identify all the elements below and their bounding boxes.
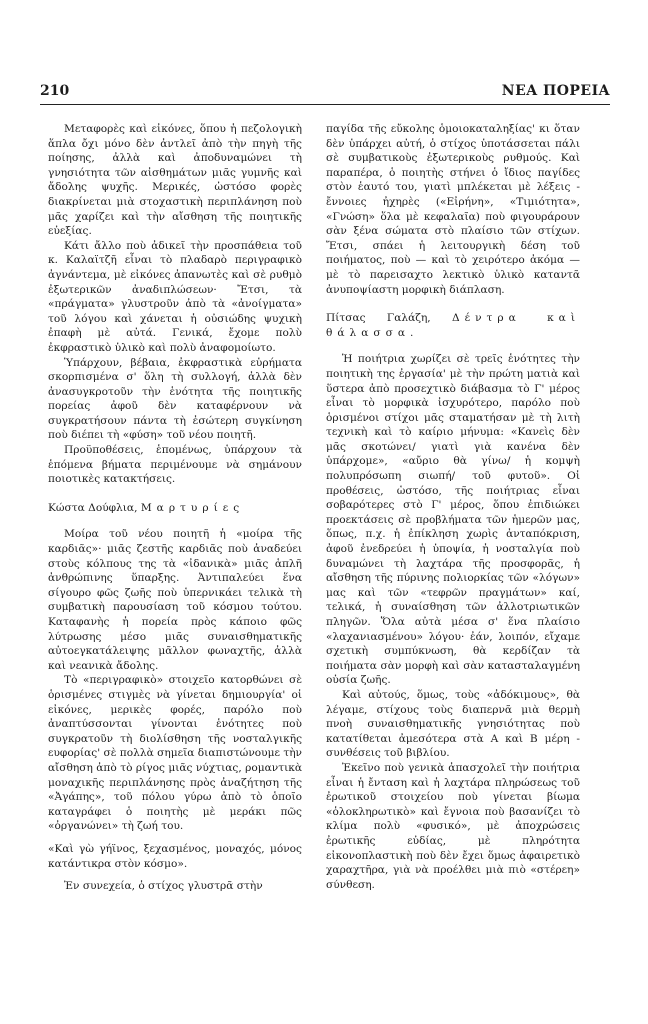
paragraph: Τὸ «περιγραφικὸ» στοιχεῖο κατορθώνει σὲ ὁρισμένες στιγμὲς νὰ γίνεται δημιουργία' οἱ εἰκόνες, μερικὲς φορές, παρόλο ποὺ ἀναπτύσσονται γίνονται ἑνότητες ποὺ συγκρατοῦν τὴ διολίσθηση τῆς νοσταλγικῆς ευφορίας' σὲ πολλὰ σημεῖα διαπιστώνουμε τὴν αἴσθηση ἀπὸ τὸ ρίγος μιᾶς νύχτιας, ρομαντικὰ μοναχικῆς περιπλάνησης πρὸς ἀναζήτηση τῆς «Ἀγάπης», τοῦ πόλου γύρω ἀπὸ τὸ ὁποῖο καταγράφει ὁ ποιητὴς μὲ μεράκι πῶς «ὀργανώνει» τὴ ζωή του. bbox=[48, 674, 302, 833]
page-header bbox=[40, 83, 610, 103]
paragraph: Μεταφορὲς καὶ εἰκόνες, ὅπου ἡ πεζολογικὴ ἅπλα ὄχι μόνο δὲν ἀντλεῖ ἀπὸ τὴν πηγὴ τῆς ποίησης, ἀλλὰ καὶ ἀποδυναμώνει τὴ γνησιότητα τῶν αἰσθημάτων μιᾶς γυμνῆς καὶ ἄδολης ψυχῆς. Μερικές, ὡστόσο φορὲς διακρίνεται μιὰ στοχαστικὴ περιπλάνηση ποὺ μᾶς χαρίζει καὶ τὴν αἴσθηση τῆς ποιητικῆς εὐεξίας. bbox=[48, 123, 302, 238]
review-book-title: Δέντρα καὶ bbox=[451, 312, 580, 325]
paragraph: Καὶ αὐτούς, ὅμως, τοὺς «ἀδόκιμους», θὰ λέγαμε, στίχους τοὺς διαπερνᾶ μιὰ θερμὴ πνοὴ συναισθηματικῆς γνησιότητας ποὺ κατατίθεται ἀμεσότερα στὰ Α καὶ Β μέρη - συνθέσεις τοῦ βιβλίου. bbox=[326, 688, 580, 760]
review-book-title: Μαρτυρίες bbox=[140, 501, 245, 514]
paragraph: Ἡ ποιήτρια χωρίζει σὲ τρεῖς ἑνότητες τὴν ποιητικὴ της ἐργασία' μὲ τὴν πρώτη ματιὰ καὶ ὕστερα ἀπὸ προσεχτικὸ διάβασμα τὸ Γ' μέρος εἶναι τὸ μορφικὰ ἰσχυρότερο, παρόλο ποὺ ὁρισμένοι στίχοι μᾶς σταματήσαν μὲ τὴ λιτὴ τεχνικὴ καὶ τὸ καίριο μήνυμα: «Κανεὶς δὲν μᾶς σκοτώνει/ γιατὶ γιὰ κανένα δὲν ὑπάρχομε», «αὔριο θὰ γίνω/ ἡ κομψὴ πολυπρόσωπη σιωπή/ τοῦ φυτοῦ». Οἱ προθέσεις, ὡστόσο, τῆς ποιήτριας εἶναι σοβαρότερες στὸ Γ' μέρος, ὅπου ἐπιδιώκει προεκτάσεις σὲ προβλήματα τῶν ἡμερῶν μας, ὅπως, π.χ. ἡ ἐπίκληση χωρὶς ἀνταπόκριση, ἀφοῦ ἐνεδρεύει ἡ ὑποψία, ἡ νοσταλγία ποὺ δυναμώνει τὴ λαχτάρα τῆς προσφορᾶς, ἡ αἴσθηση τῆς πύρινης πολιορκίας τῶν «λόγων» μας καὶ τῶν «τεφρῶν πραγμάτων» καί, τελικά, ἡ συναίσθηση τῶν ἀλλοτριωτικῶν πληγῶν. Ὅλα αὐτὰ μέσα σ' ἕνα πλαίσιο «λαχανιασμένου» λόγου· ἐάν, λοιπόν, εἴχαμε σχετικὴ συμπύκνωση, θὰ κερδίζαν τὰ ποιήματα σὰν μορφὴ καὶ σὰν κατασταλαγμένη οὐσία ζωῆς. bbox=[326, 353, 580, 687]
paragraph: Μοίρα τοῦ νέου ποιητῆ ἡ «μοίρα τῆς καρδιᾶς»· μιᾶς ζεστῆς καρδιᾶς ποὺ ἀναδεύει στοὺς κόλπους της τὰ «ἰδανικὰ» μιᾶς ἁπλῆ ἀνθρώπινης ὕπαρξης. Ἀντιπαλεύει ἕνα σίγουρο φῶς ζωῆς ποὺ ὑπερνικάει τελικὰ τὴ συμβατικὴ παρουσίαση τοῦ κόσμου τούτου. Καταφανὴς ἡ πορεία πρὸς κάποιο φῶς λύτρωσης μέσο μιᾶς συναισθηματικῆς αὐτοεγκατάλειψης μᾶλλον φωναχτῆς, ἀλλὰ καὶ νεανικὰ ἄδολης. bbox=[48, 528, 302, 672]
block-quote: «Καὶ γὼ γήϊνος, ξεχασμένος, μοναχός, μόνος κατάντικρα στὸν κόσμο». bbox=[48, 842, 302, 870]
header-rule bbox=[40, 104, 610, 105]
paragraph: παγίδα τῆς εὔκολης ὁμοιοκαταληξίας' κι ὅταν δὲν ὑπάρχει αὐτή, ὁ στίχος ὑποτάσσεται πάλι σὲ συμβατικοὺς ἐξωτερικοὺς ρυθμούς. Καὶ παραπέρα, ὁ ποιητὴς στήνει ὁ ἴδιος παγίδες στὸν ἑαυτό του, γιατὶ μπλέκεται μὲ λέξεις - ἔννοιες ἠχηρὲς («Εἰρήνη», «Τιμιότητα», «Γνώση» ὅλα μὲ κεφαλαῖα) ποὺ φιγουράρουν σὰν ξένα σώματα στὸ πλαίσιο τῶν στίχων. Ἔτσι, σπάει ἡ λειτουργικὴ δέση τοῦ ποιήματος, ποὺ — καὶ τὸ χειρότερο ἀκόμα — μὲ τὸ παρεισαχτο λεκτικὸ ὑλικὸ καταντᾶ ἀνυποψίαστη μορφικὴ διάπλαση. bbox=[326, 123, 580, 296]
review-author: Κώστα Δούφλια, bbox=[48, 501, 138, 514]
review-author: Πίτσας Γαλάζη, bbox=[326, 312, 431, 325]
left-column bbox=[48, 122, 302, 894]
review-heading bbox=[326, 311, 580, 340]
paragraph: Ὑπάρχουν, βέβαια, ἐκφραστικὰ εὑρήματα σκορπισμένα σ' ὅλη τὴ συλλογή, ἀλλὰ δὲν ἀνασυγκροτοῦν τὴν ἑνότητα τῆς ποιητικῆς πορείας ἀφοῦ δὲν καταφέρνουν νὰ συγκρατήσουν πάντα τὴ ἐσώτερη συγκίνηση ποὺ διέπει τὴ «φύση» τοῦ νέου ποιητῆ. bbox=[48, 356, 302, 442]
page-number: 210 bbox=[40, 83, 70, 99]
paragraph: Κάτι ἄλλο ποὺ ἀδικεῖ τὴν προσπάθεια τοῦ κ. Καλαϊτζῆ εἶναι τὸ πλαδαρὸ περιγραφικὸ ἀγνάντεμα, μὲ εἰκόνες ἀπανωτὲς καὶ σὲ ρυθμὸ ἐξωτερικῶν ἀναδιπλώσεων· Ἔτσι, τὰ «πράγματα» γλυστροῦν ἀπὸ τὰ «ἀνοίγματα» τοῦ λόγου καὶ χάνεται ἡ οὐσιώδης ψυχικὴ ἐπαφὴ μὲ αὐτά. Γενικά, ἔχομε πολὺ ἐκφραστικὸ ὑλικὸ καὶ πολὺ ἀναφομοίωτο. bbox=[48, 239, 302, 354]
right-column bbox=[326, 122, 580, 892]
paragraph: Ἐν συνεχεία, ὁ στίχος γλυστρᾶ στὴν bbox=[64, 880, 263, 893]
running-title: ΝΕΑ ΠΟΡΕΙΑ bbox=[501, 83, 610, 99]
paragraph: Προϋποθέσεις, ἑπομένως, ὑπάρχουν τὰ ἑπόμενα βήματα περιμένουμε νὰ σημάνουν ποιοτικὲς κατακτήσεις. bbox=[48, 444, 302, 486]
review-book-title-cont: θάλασσα. bbox=[326, 326, 419, 339]
review-heading bbox=[48, 501, 302, 516]
paragraph: Ἐκεῖνο ποὺ γενικὰ ἀπασχολεῖ τὴν ποιήτρια εἶναι ἡ ἔνταση καὶ ἡ λαχτάρα πληρώσεως τοῦ ἐρωτικοῦ στοιχείου ποὺ γίνεται βίωμα «ὁλοκληρωτικὸ» καὶ ἔγνοια ποὺ βασανίζει τὸ κλίμα πολὺ «φυσικό», μὲ ἀποχρώσεις ἐρωτικῆς εὐδίας, μὲ πληρότητα εἰκονοπλαστικὴ ποὺ δὲν ἔχει ὅμως ἀφαιρετικὸ χαραχτῆρα, γιὰ νὰ προέλθει μιὰ πιὸ «στέρεη» σύνθεση. bbox=[326, 761, 580, 891]
